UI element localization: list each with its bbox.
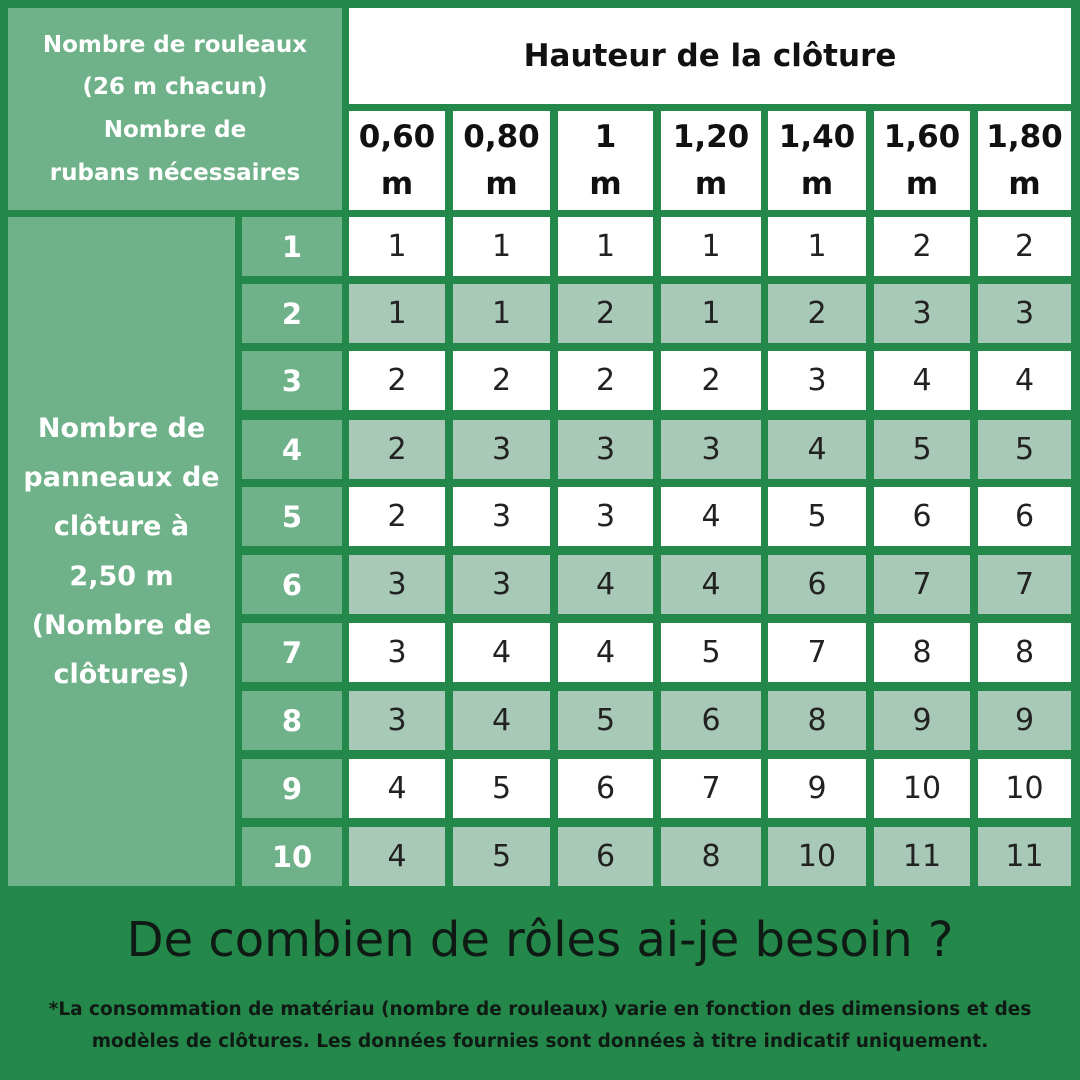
- height-value: 0,60: [358, 119, 436, 155]
- height-unit: m: [485, 165, 518, 202]
- roll-count-cell: 6: [558, 827, 653, 886]
- corner-label-line: Nombre de rouleaux: [42, 31, 308, 58]
- roll-count-cell: 3: [453, 487, 550, 546]
- height-column-header: [768, 111, 866, 210]
- fence-height-title: Hauteur de la clôture: [349, 8, 1071, 104]
- roll-count-cell: 10: [978, 759, 1071, 818]
- height-value: 1,80: [986, 119, 1063, 155]
- roll-count-cell: 4: [558, 623, 653, 682]
- roll-count-cell: 2: [558, 284, 653, 343]
- roll-count-cell: 8: [768, 691, 866, 750]
- roll-count-cell: 1: [661, 284, 761, 343]
- roll-count-cell: 2: [349, 351, 445, 410]
- roll-count-cell: 3: [558, 420, 653, 479]
- roll-count-cell: 8: [874, 623, 970, 682]
- roll-count-cell: 2: [558, 351, 653, 410]
- roll-count-cell: 2: [349, 487, 445, 546]
- roll-count-cell: 1: [349, 284, 445, 343]
- panel-count-cell: 6: [242, 555, 342, 614]
- roll-count-cell: 3: [661, 420, 761, 479]
- roll-count-cell: 5: [453, 827, 550, 886]
- roll-count-cell: 9: [978, 691, 1071, 750]
- roll-count-cell: 7: [874, 555, 970, 614]
- roll-count-cell: 11: [874, 827, 970, 886]
- roll-count-cell: 8: [661, 827, 761, 886]
- roll-count-cell: 2: [768, 284, 866, 343]
- height-value: 1: [594, 119, 617, 155]
- roll-count-cell: 3: [558, 487, 653, 546]
- roll-count-cell: 7: [661, 759, 761, 818]
- height-unit: m: [905, 165, 939, 202]
- roll-count-cell: 4: [978, 351, 1071, 410]
- corner-label: [8, 8, 342, 210]
- roll-count-cell: 2: [661, 351, 761, 410]
- roll-count-cell: 2: [874, 217, 970, 276]
- roll-count-cell: 6: [661, 691, 761, 750]
- roll-count-cell: 6: [874, 487, 970, 546]
- roll-count-cell: 4: [661, 487, 761, 546]
- roll-count-cell: 4: [349, 759, 445, 818]
- roll-count-cell: 3: [349, 691, 445, 750]
- roll-count-cell: 3: [349, 555, 445, 614]
- height-unit: m: [1008, 165, 1041, 202]
- roll-count-cell: 6: [768, 555, 866, 614]
- panel-count-cell: 3: [242, 351, 342, 410]
- roll-count-cell: 4: [558, 555, 653, 614]
- roll-count-cell: 1: [349, 217, 445, 276]
- corner-label-line: rubans nécessaires: [49, 159, 301, 186]
- height-column-header: [661, 111, 761, 210]
- roll-count-cell: 6: [558, 759, 653, 818]
- height-column-header: [453, 111, 550, 210]
- roll-count-cell: 2: [453, 351, 550, 410]
- panel-count-cell: 7: [242, 623, 342, 682]
- roll-count-cell: 1: [453, 217, 550, 276]
- height-column-header: [558, 111, 653, 210]
- disclaimer-note: *La consommation de matériau (nombre de rouleaux) varie en fonction des dimensions et des modèles de clôtures. Les données fournies sont données à titre indicatif uniquement.: [48, 999, 1032, 1053]
- roll-count-cell: 1: [558, 217, 653, 276]
- height-column-header: [874, 111, 970, 210]
- roll-count-cell: 8: [978, 623, 1071, 682]
- roll-count-cell: 1: [768, 217, 866, 276]
- roll-count-cell: 4: [349, 827, 445, 886]
- roll-count-cell: 3: [978, 284, 1071, 343]
- panel-count-cell: 5: [242, 487, 342, 546]
- roll-count-cell: 6: [978, 487, 1071, 546]
- roll-count-cell: 5: [661, 623, 761, 682]
- roll-count-cell: 3: [349, 623, 445, 682]
- roll-count-cell: 4: [453, 623, 550, 682]
- panel-count-cell: 8: [242, 691, 342, 750]
- height-column-header: [978, 111, 1071, 210]
- roll-count-cell: 10: [874, 759, 970, 818]
- roll-count-cell: 1: [453, 284, 550, 343]
- roll-count-cell: 7: [768, 623, 866, 682]
- height-value: 1,20: [672, 119, 750, 155]
- height-value: 1,40: [778, 119, 856, 155]
- panel-count-cell: 9: [242, 759, 342, 818]
- roll-count-cell: 2: [349, 420, 445, 479]
- panel-count-cell: 2: [242, 284, 342, 343]
- height-value: 0,80: [463, 119, 540, 155]
- roll-count-cell: 5: [768, 487, 866, 546]
- panel-count-cell: 10: [242, 827, 342, 886]
- roll-count-cell: 5: [558, 691, 653, 750]
- panel-count-label: Nombre de panneaux de clôture à 2,50 m (Nombre de clôtures): [8, 217, 235, 886]
- height-unit: m: [589, 165, 622, 202]
- height-unit: m: [800, 165, 834, 202]
- roll-count-cell: 10: [768, 827, 866, 886]
- height-column-header: [349, 111, 445, 210]
- roll-count-cell: 3: [874, 284, 970, 343]
- roll-count-cell: 11: [978, 827, 1071, 886]
- roll-count-cell: 5: [453, 759, 550, 818]
- roll-count-cell: 4: [661, 555, 761, 614]
- height-value: 1,60: [883, 119, 961, 155]
- page-question: De combien de rôles ai-je besoin ?: [126, 912, 954, 968]
- roll-count-cell: 9: [768, 759, 866, 818]
- roll-count-cell: 4: [874, 351, 970, 410]
- roll-count-cell: 3: [453, 420, 550, 479]
- roll-count-cell: 2: [978, 217, 1071, 276]
- roll-count-cell: 3: [453, 555, 550, 614]
- roll-count-cell: 7: [978, 555, 1071, 614]
- roll-count-cell: 5: [874, 420, 970, 479]
- roll-count-cell: 3: [768, 351, 866, 410]
- corner-label-line: Nombre de: [103, 117, 247, 143]
- corner-label-line: (26 m chacun): [82, 74, 268, 101]
- height-unit: m: [380, 165, 414, 202]
- roll-count-cell: 5: [978, 420, 1071, 479]
- height-unit: m: [694, 165, 728, 202]
- panel-count-cell: 1: [242, 217, 342, 276]
- roll-count-cell: 9: [874, 691, 970, 750]
- roll-count-cell: 4: [453, 691, 550, 750]
- roll-count-cell: 4: [768, 420, 866, 479]
- roll-count-cell: 1: [661, 217, 761, 276]
- panel-count-cell: 4: [242, 420, 342, 479]
